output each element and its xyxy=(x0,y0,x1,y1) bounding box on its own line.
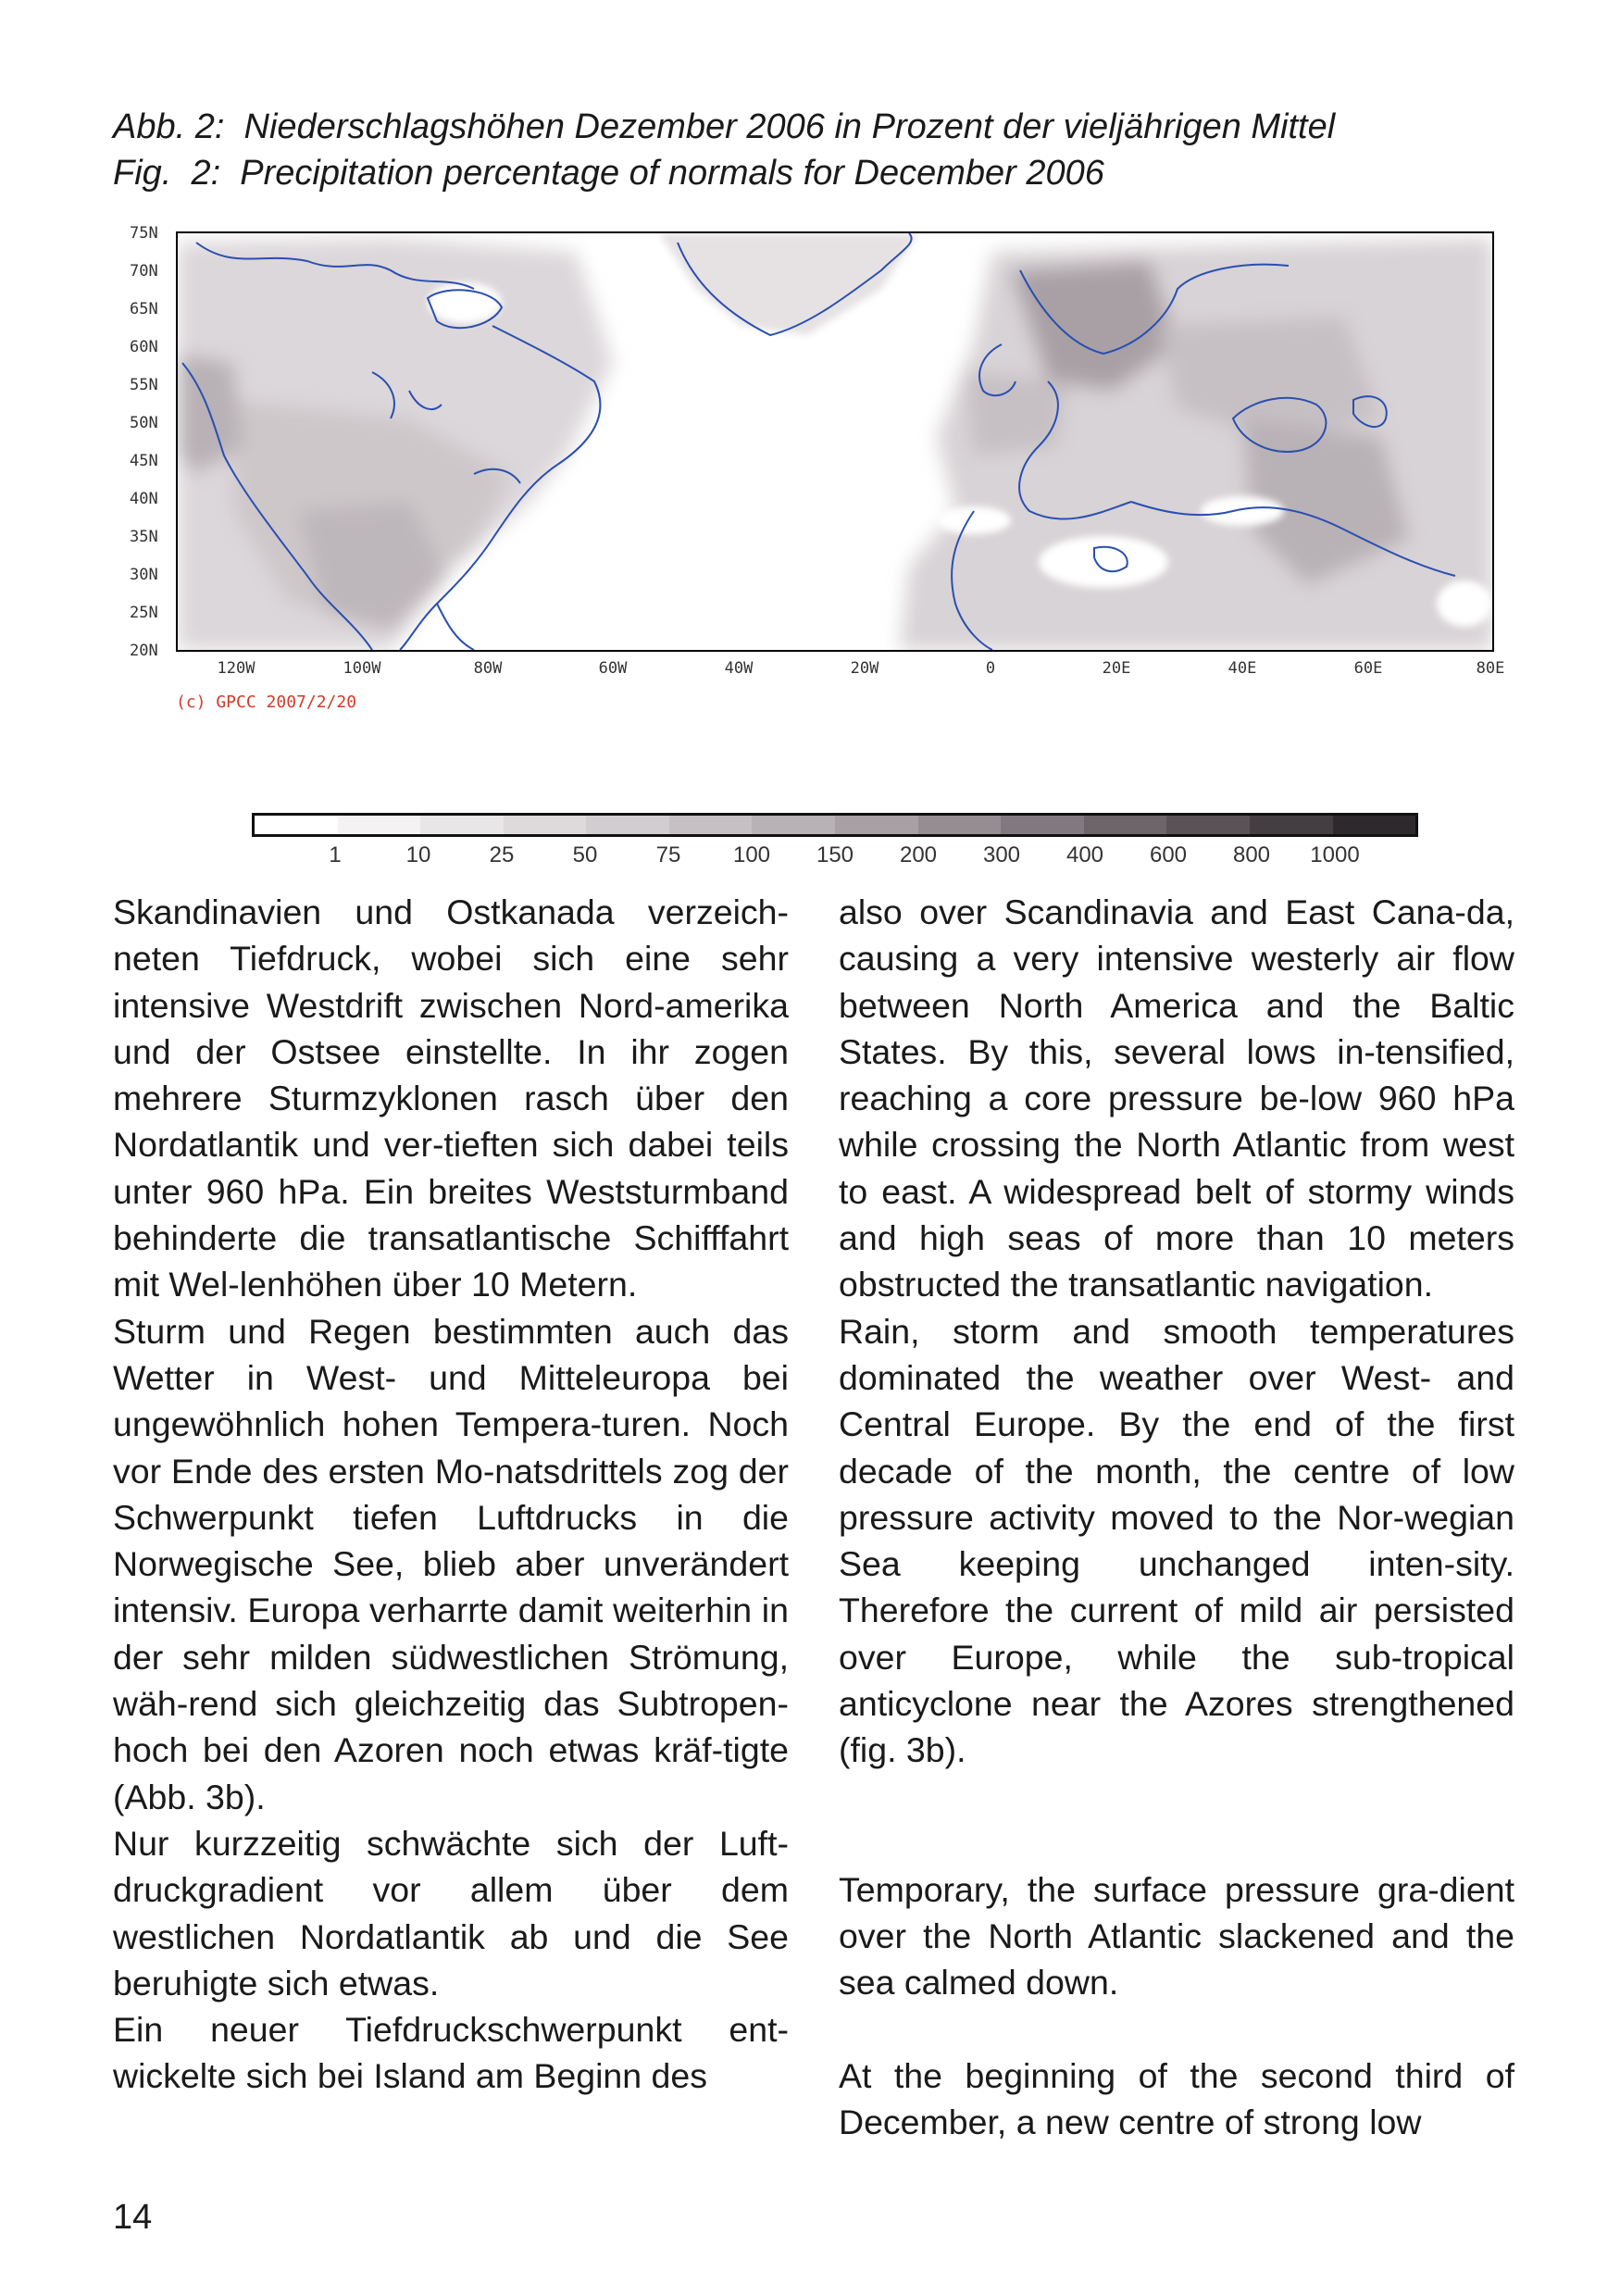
paragraph: Rain, storm and smooth temperatures dominated the weather over West- and Central Europe. By the end of the first decade of the month, the centre of low pressure activity moved to the Nor-wegian Sea keeping unchanged inten-sity. Therefore the current of mild air persisted over Europe, while the sub-tropical anticyclone near the Azores strengthened (fig. 3b). xyxy=(839,1311,1514,1770)
paragraph: Skandinavien und Ostkanada verzeich-neten Tiefdruck, wobei sich eine sehr intensive Westdrift zwischen Nord-amerika und der Ostsee einstellte. In ihr zogen mehrere Sturmzyklonen rasch über den Nordatlantik und ver-tieften sich dabei teils unter 960 hPa. Ein breites Weststurmband behinderte die transatlantische Schifffahrt mit Wel-lenhöhen über 10 Metern. xyxy=(113,892,789,1304)
lat-label: 50N xyxy=(130,414,158,432)
page-number: 14 xyxy=(113,2198,153,2237)
legend-color-segment xyxy=(1001,816,1084,834)
lat-label: 65N xyxy=(130,300,158,318)
lat-label: 70N xyxy=(130,262,158,281)
legend-color-segment xyxy=(1166,816,1250,834)
legend-label: 400 xyxy=(1065,842,1104,867)
legend-color-segment xyxy=(918,816,1002,834)
legend-label: 10 xyxy=(405,842,431,867)
legend-label: 200 xyxy=(899,842,938,867)
lat-label: 75N xyxy=(130,224,158,243)
legend-label: 800 xyxy=(1232,842,1271,867)
lon-label: 20W xyxy=(850,659,879,678)
english-text-column xyxy=(839,889,1514,2145)
legend-color-segment xyxy=(1084,816,1167,834)
lon-label: 40E xyxy=(1227,659,1257,678)
precipitation-map-graphic xyxy=(178,233,1492,650)
legend-label: 25 xyxy=(489,842,515,867)
lon-label: 100W xyxy=(343,659,381,678)
legend-color-segment xyxy=(752,816,835,834)
legend-color-segment xyxy=(669,816,753,834)
legend-color-segment xyxy=(420,816,504,834)
paragraph: also over Scandinavia and East Cana-da, causing a very intensive westerly air flow between North America and the Baltic States. By this, several lows in-tensified, reaching a core pressure be-low 960 hPa while crossing the North Atlantic from west to east. A widespread belt of stormy winds and high seas of more than 10 meters obstructed the transatlantic navigation. xyxy=(839,892,1514,1304)
lon-label: 120W xyxy=(217,659,255,678)
lon-label: 40W xyxy=(724,659,754,678)
lon-label: 80W xyxy=(473,659,503,678)
legend-color-segment xyxy=(504,816,587,834)
legend-color-segment xyxy=(1333,816,1416,834)
lat-label: 60N xyxy=(130,338,158,356)
legend-label: 600 xyxy=(1149,842,1188,867)
legend-label: 300 xyxy=(982,842,1021,867)
lon-label: 60W xyxy=(598,659,628,678)
legend-label: 150 xyxy=(816,842,854,867)
lon-label: 20E xyxy=(1102,659,1131,678)
legend-label: 1 xyxy=(329,842,342,867)
lat-label: 20N xyxy=(130,642,158,660)
lon-label: 0 xyxy=(985,659,996,678)
lat-label: 25N xyxy=(130,604,158,622)
legend-color-segment xyxy=(1250,816,1333,834)
lon-label: 80E xyxy=(1476,659,1505,678)
legend-label: 75 xyxy=(655,842,681,867)
legend-label: 1000 xyxy=(1310,842,1360,867)
paragraph: Nur kurzzeitig schwächte sich der Luft-druckgradient vor allem über dem westlichen Nordatlantik ab und die See beruhigte sich etwas. xyxy=(113,1823,789,2003)
legend-color-segment xyxy=(338,816,421,834)
figure-caption-german: Abb. 2: Niederschlagshöhen Dezember 2006 in Prozent der vieljährigen Mittel xyxy=(113,107,1336,146)
german-text-column xyxy=(113,889,789,2100)
precipitation-map xyxy=(176,231,1494,652)
legend-color-bar xyxy=(252,813,1418,837)
lat-label: 55N xyxy=(130,376,158,394)
paragraph: Temporary, the surface pressure gra-dient over the North Atlantic slackened and the sea calmed down. xyxy=(839,1869,1514,2003)
legend-color-segment xyxy=(835,816,918,834)
lat-label: 45N xyxy=(130,452,158,470)
lat-label: 35N xyxy=(130,528,158,546)
legend-color-segment xyxy=(255,816,338,834)
paragraph: Sturm und Regen bestimmten auch das Wetter in West- und Mitteleuropa bei ungewöhnlich hohen Tempera-turen. Noch vor Ende des ersten Mo-natsdrittels zog der Schwerpunkt tiefen Luftdrucks in die Norwegische See, blieb aber unverändert intensiv. Europa verharrte damit weiterhin in der sehr milden südwestlichen Strömung, wäh-rend sich gleichzeitig das Subtropen-hoch bei den Azoren noch etwas kräf-tigte (Abb. 3b). xyxy=(113,1311,789,1816)
legend-label: 50 xyxy=(572,842,598,867)
lon-label: 60E xyxy=(1353,659,1383,678)
legend-label: 100 xyxy=(732,842,771,867)
paragraph: At the beginning of the second third of December, a new centre of strong low xyxy=(839,2055,1514,2141)
lat-label: 40N xyxy=(130,490,158,508)
paragraph: Ein neuer Tiefdruckschwerpunkt ent-wickelte sich bei Island am Beginn des xyxy=(113,2010,789,2096)
legend-color-segment xyxy=(586,816,669,834)
copyright-credit: (c) GPCC 2007/2/20 xyxy=(176,693,357,712)
lat-label: 30N xyxy=(130,566,158,584)
figure-caption-english: Fig. 2: Precipitation percentage of normals for December 2006 xyxy=(113,154,1104,193)
